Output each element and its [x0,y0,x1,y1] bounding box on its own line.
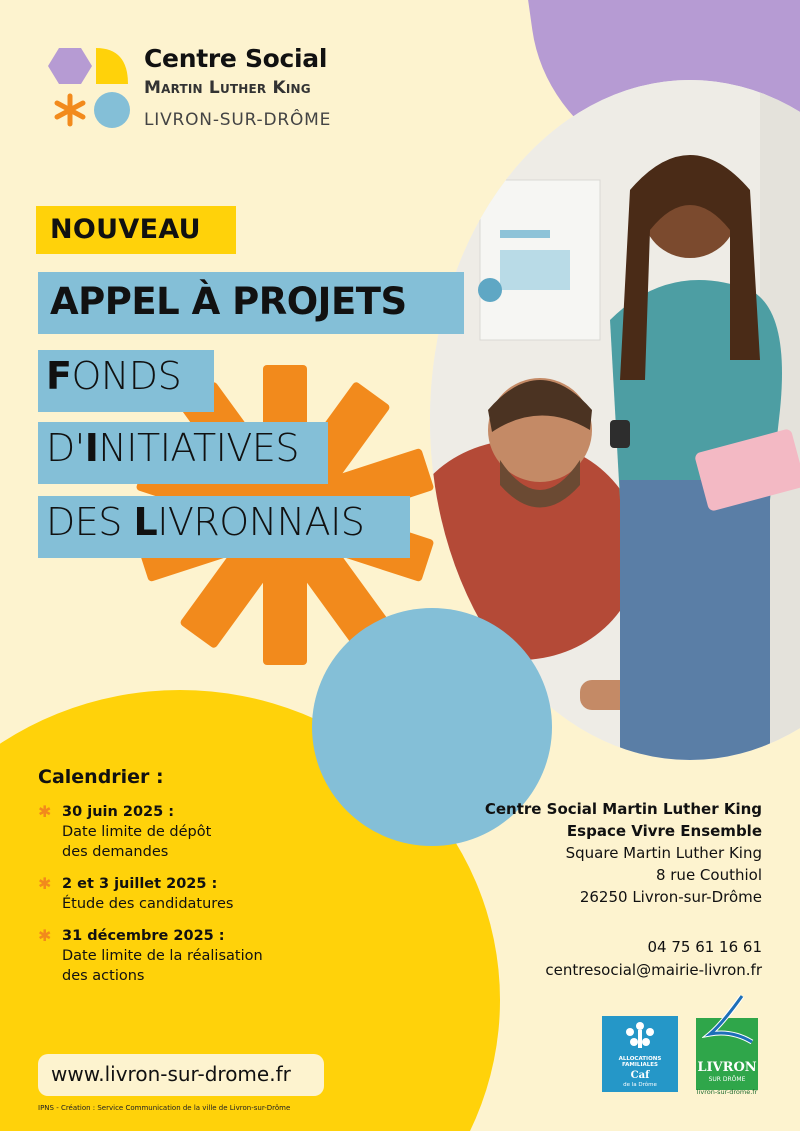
asterisk-bullet-icon: ✱ [38,802,52,821]
heading-livronnais [38,496,410,558]
calendar-section [38,766,338,998]
nouveau-tag: NOUVEAU [36,206,236,254]
caf-line2: FAMILIALES [622,1062,658,1068]
website-link[interactable]: www.livron-sur-drome.fr [38,1054,324,1096]
email-link[interactable]: centresocial@mairie-livron.fr [545,961,762,979]
caf-region: de la Drôme [623,1082,657,1088]
calendar-item [38,802,338,862]
calendar-item [38,926,338,986]
calendar-title: Calendrier : [38,766,164,788]
livron-wave-icon [702,994,758,1054]
asterisk-bullet-icon: ✱ [38,926,52,945]
appel-a-projets-heading: APPEL À PROJETS [38,272,464,334]
asterisk-bullet-icon: ✱ [38,874,52,893]
calendar-desc: Date limite de la réalisation [62,948,263,964]
calendar-date: 31 décembre 2025 : [62,928,225,944]
livron-url[interactable]: livron-sur-drome.fr [696,1088,758,1096]
calendar-date: 30 juin 2025 : [62,804,175,820]
heading-livronnais-prefix: DES [46,500,134,544]
heading-fonds [38,350,214,412]
heading-livronnais-initial: L [133,500,158,544]
heading-fonds-initial: F [46,354,72,398]
heading-fonds-rest: ONDS [71,354,182,398]
caf-line1: ALLOCATIONS [618,1056,662,1062]
calendar-item [38,874,338,914]
address-org: Centre Social Martin Luther King [484,800,762,818]
logo-subtitle: Martin Luther King [144,78,311,98]
phone-number[interactable]: 04 75 61 16 61 [647,938,762,956]
caf-logo [602,1016,678,1092]
address-space: Espace Vivre Ensemble [566,822,762,840]
caf-allocations [602,1056,678,1068]
calendar-desc: Étude des candidatures [62,896,234,912]
calendar-date: 2 et 3 juillet 2025 : [62,876,218,892]
heading-initiatives-prefix: D' [46,426,85,470]
credits-text: IPNS - Création : Service Communication de la ville de Livron-sur-Drôme [38,1104,291,1112]
centre-social-logo [48,44,348,144]
logo-title: Centre Social [144,44,328,73]
heading-initiatives [38,422,328,484]
livron-name: LIVRON [697,1060,757,1075]
logo-shapes-icon [48,44,132,132]
livron-logo [696,994,758,1094]
address-city: 26250 Livron-sur-Drôme [579,888,762,906]
livron-sub: SUR DRÔME [708,1076,746,1083]
address-square: Square Martin Luther King [565,844,762,862]
logo-city: LIVRON-SUR-DRÔME [144,110,332,130]
contact-block [545,936,762,982]
heading-initiatives-rest: NITIATIVES [98,426,300,470]
heading-initiatives-initial: I [84,426,99,470]
caf-name: Caf [630,1070,650,1081]
address-block [485,798,762,908]
heading-livronnais-rest: IVRONNAIS [157,500,365,544]
address-street: 8 rue Couthiol [655,866,762,884]
calendar-desc: des actions [62,968,145,984]
calendar-desc: des demandes [62,844,169,860]
calendar-desc: Date limite de dépôt [62,824,212,840]
caf-figures-icon [602,1016,678,1056]
